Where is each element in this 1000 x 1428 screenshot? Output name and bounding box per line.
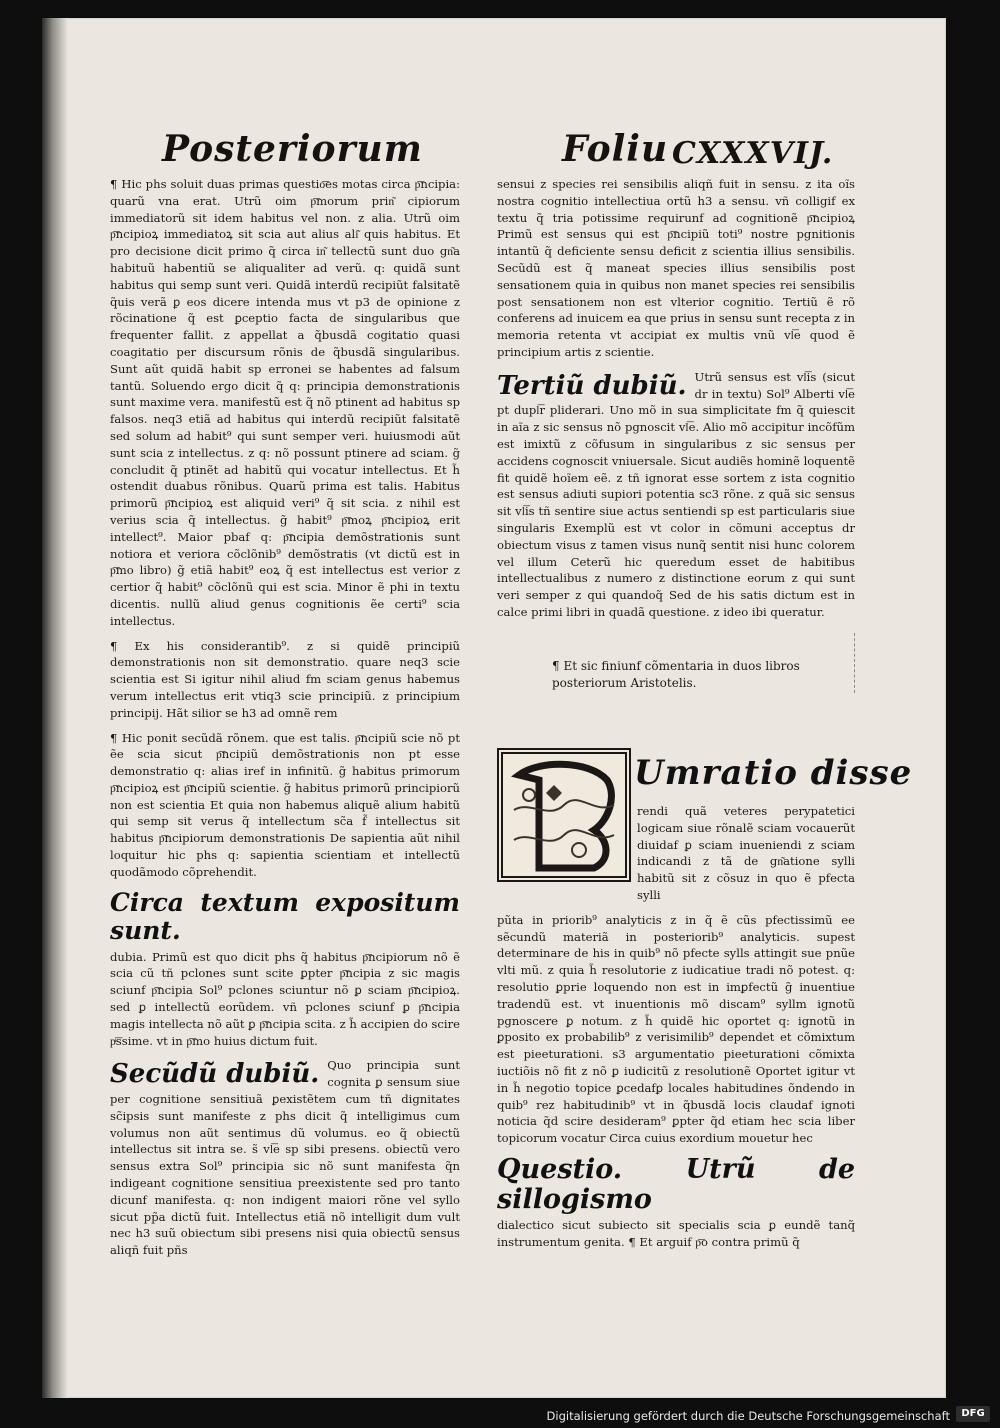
left-text-column (110, 176, 460, 1258)
running-head-right: Foliu (562, 128, 669, 170)
paragraph-text: Utrũ sensus est vl͞is (sicut dr in textu) Sol⁹ Alberti vl͞e pt dupl͞r pliderari. Uno mõ in sua simplicitate fm q̃ quiescit in aĩa z sic sensus nõ pgnoscit vl͞e. Alio mõ accipitur incõfũm est imixtũ z cõfusum in singularibus z sic sensus per accidens cognoscit vniuersale. Sicut audiẽs hominẽ loquentẽ fit quidẽ hoĩem eẽ. z tñ ignorat esse sortem z ista cognitio est sensus adiuti supiori potentia sc3 rõne. z quã sic sensus sit vl͞is tñ sentire siue actus sentiendi sp est particularis siue singularis Exemplũ est vt color in cõmuni acceptus dr obiectum visus z tamen visus nunq̃ sentit nisi hunc colorem vel illum Ceterũ hic queredum esset de habitibus intellectualibus z numero z distinctione eorum z qui sunt veri semper z qui quandoq̃ Sed de his satis dictum est in calce primi libri in quadã questione. z ideo ibi queratur. (497, 369, 855, 619)
dfg-logo: DFG (956, 1406, 990, 1422)
margin-mark (854, 633, 869, 693)
running-head-left: Posteriorum (162, 128, 423, 170)
paragraph: pũta in priorib⁹ analyticis z in q̃ ẽ cũs pfectissimũ ee sẽcundũ materiã in posteriorib⁹ analyticis. supest determinare de his in quib⁹ nõ pfecte sylls attingit sue pnũe vlti mũ. z quia h̃ resolutorie z iudicatiue tradi nõ potest. q: resolutio ꝑprie loquendo non est in imꝑfectũ g̃ inuentiue tradendũ est. vt inuentionis mõ discam⁹ syllm ignotũ pgnoscere ꝑ notum. z h̃ quidẽ hic oportet q: ignotũ in ꝑposito ex probabilib⁹ z verisimilib⁹ dependet et cõmixtum est pieeturationi. s3 argumentatio pieeturationi cõmixta iuctiõis nõ fit z nõ ꝑ iudicitũ z resolutionẽ Oportet igitur vt in h̃ negotio topice ꝑcedafꝑ locales habitudines õndendo in quib⁹ rez habitudinib⁹ vt in q̃busdã locis claudaf ignoti noticia q̃d scire desideram⁹ ꝑpter q̃d etiam hec scia liber topicorum vocatur Circa cuius exordium mouetur hec (497, 912, 855, 1146)
paragraph (497, 369, 855, 621)
paragraph: ¶ Ex his considerantib⁹. z si quidẽ principiũ demonstrationis non sit demonstratio. quare neq3 scie scientia est Si igitur nihil aliud fm sciam genus habemus verum intellectus erit vtiq3 scie principiũ. z principium principij. Hãt silior se h3 ad omnẽ rem (110, 638, 460, 720)
opening-words: Umratio disse (634, 753, 913, 793)
section-heading: Tertiũ dubiũ. (497, 370, 687, 401)
paragraph-text: Quo principia sunt cognita ꝑ sensum siue per cognitione sensitiuã ꝑexistẽtem cum tñ dignitates sc̃ipsis sunt manifeste z phs dicit q̃ intelligimus cum volumus non aũt sentimus dũ volumus. eo q̃ obiectũ intellectus sit intra se. s̃ vl͞e sp sibi presens. obiectũ vero sensus extra Sol⁹ principia sic nõ sunt manifesta q̃n indigeant cognitione sensitiua preexistente sed pro tanto dicunf manifesta. q: non indigent maiori rõne vel syllo sicut pp̃a dictũ fuit. Intellectus etiã nõ intelligit dum vult nec h3 suũ obiectum sibi presens nisi quia obiectũ sensus aliqñ fuit pñs (110, 1058, 460, 1258)
colophon: ¶ Et sic finiunf cõmentaria in duos libros posteriorum Aristotelis. (552, 659, 800, 690)
paragraph: rendi quã veteres perypatetici logicam siue rõnalẽ sciam vocauerũt diuidaf ꝑ sciam inueniendi z sciam indicandi z tã de gn͂atione sylli habitũ sit z cõsuz in quo ẽ pfecta sylli (637, 804, 855, 902)
new-work-column (497, 803, 855, 1249)
section-heading: Circa textum expositum sunt. (110, 887, 460, 945)
footer-bar (0, 1398, 1000, 1428)
paragraph: dubia. Primũ est quo dicit phs q̃ habitus p͞ncipiorum nõ ẽ scia cũ tñ pclones sunt scite ꝑpter p͞ncipia z sic magis sciunf p͞ncipia Sol⁹ pclones sciuntur nõ ꝑ sciam p͞ncipioꝝ. sed ꝑ intellectũ eorũdem. vñ pclones sciunf ꝑ p͞ncipia magis intellecta nõ aũt ꝑ p͞ncipia scita. z h̃ accipien do scire pͥ͞ssime. vt in p͞mo huius dictum fuit. (110, 949, 460, 1048)
book-page (42, 18, 946, 1398)
paragraph: sensui z species rei sensibilis aliqñ fuit in sensu. z ita oĩs nostra cognitio intellectiua ortũ h3 a sensu. vñ colligif ex textu q̃ tria potissime requirunf ad cognitionẽ p͞ncipioꝝ Primũ est sensus qui est p͞ncipiũ toti⁹ nostre pgnitionis intantũ q̃ deficiente sensu deficit z scientia illius sensibilis. Secũdũ est q̃ maneat species illius sensibilis post sensationem quia in quibus non manet species rei sensibilis post sensationem non est vlterior cognitio. Tertiũ ẽ rõ conferens ad inuicem ea que prius in sensu sunt recepta z in memoria retenta vt accipiat ex multis vnũ vl͞e quod ẽ principium artis z scientie. (497, 177, 855, 359)
paragraph (110, 1057, 460, 1259)
right-text-column (497, 176, 855, 636)
paragraph: dialectico sicut subiecto sit specialis scia ꝑ eundẽ tanq̃ instrumentum genita. ¶ Et arguif p͞o contra primũ q̃ (497, 1217, 855, 1249)
paragraph: ¶ Hic ponit secũdã rõnem. que est talis. p͞ncipiũ scie nõ pt ẽe scia sicut p͞ncipiũ demõstrationis non pt esse demonstratio q: alias iref in infinitũ. g̃ habitus primorum p͞ncipioꝝ est p͞ncipiũ scientie. g̃ habitus primorũ principiorũ non est scientia Et quia non habemus aliquẽ alium habitũ qui semp sit verus q̃ intellectum sc̃a f̃ intellectus sit habitus p͞ncipiorum demonstrationis De sapientia aũt nihil loquitur hic phs q: sapientia scientiam et intellectũ quodãmodo cõprehendit. (110, 730, 460, 879)
section-heading: Secũdũ dubiũ. (110, 1059, 320, 1090)
paragraph: ¶ Hic phs soluit duas primas questio͞es motas circa p͞ncipia: quarũ vna erat. Utrũ oim p͞morum prin͂ cipiorum immediatorũ sit idem habitus vel non. z alia. Utrũ oim p͞ncipioꝝ immediatoꝝ sit scia aut alius ali͂ quis habitus. Et pro decisione dicit primo q̃ circa in͂ tellectũ sunt duo gn͂a habituũ habentiũ se aliqualiter ad verũ. q: quidã sunt habitus qui semp sunt veri. Quidã interdũ recipiũt falsitatẽ q̃uis verã ꝑ eos dicere intenda mus vt p3 de opinione z rõcinatione q̃ est ꝑceptio facta de singularibus que frequenter fallit. z appellat a q̃busdã cogitatio quasi coagitatio per discursum rõnis de q̃busdã singularibus. Sunt aũt quidã habit sp erronei se habentes ad falsum tantũ. Soluendo ergo dicit q̃ q: principia demonstrationis sunt maxime vera. manifestũ est q̃ nõ ptinent ad habitus sp falsos. neq3 etiã ad habitus qui interdũ recipiũt falsitatẽ sed solum ad habit⁹ qui sunt semper veri. huiusmodi aũt sunt scia z intellectus. z q: nõ possunt ptinere ad sciam. g̃ concludit q̃ ptinẽt ad habitũ qui vocatur intellectus. Et h̃ ostendit duabus rõnibus. Quarũ prima est talis. Habitus primorũ p͞ncipioꝝ est aliquid veri⁹ q̃ sit scia. z nihil est verius scia q̃ intellectus. g̃ habit⁹ p͞moꝝ p͞ncipioꝝ erit intellect⁹. Maior pbaf q: p͞ncipia demõstrationis sunt notiora et veriora cõclõnib⁹ demõstratis (vt dictũ est in p͞mo libro) g̃ etiã habit⁹ eoꝝ q̃ est intellectus est verior z certior q̃ habit⁹ cõclõnũ qui est scia. Minor ẽ phi in textu dicentis. nullũ aliud genus cognitionis ẽe certi⁹ scia intellectus. (110, 177, 460, 628)
funding-notice: Digitalisierung gefördert durch die Deutsche Forschungsgemeinschaft (546, 1409, 950, 1423)
question-heading: Questio. Utrũ de sillogismo (497, 1153, 855, 1215)
folio-number: CXXXVIJ. (672, 136, 834, 171)
